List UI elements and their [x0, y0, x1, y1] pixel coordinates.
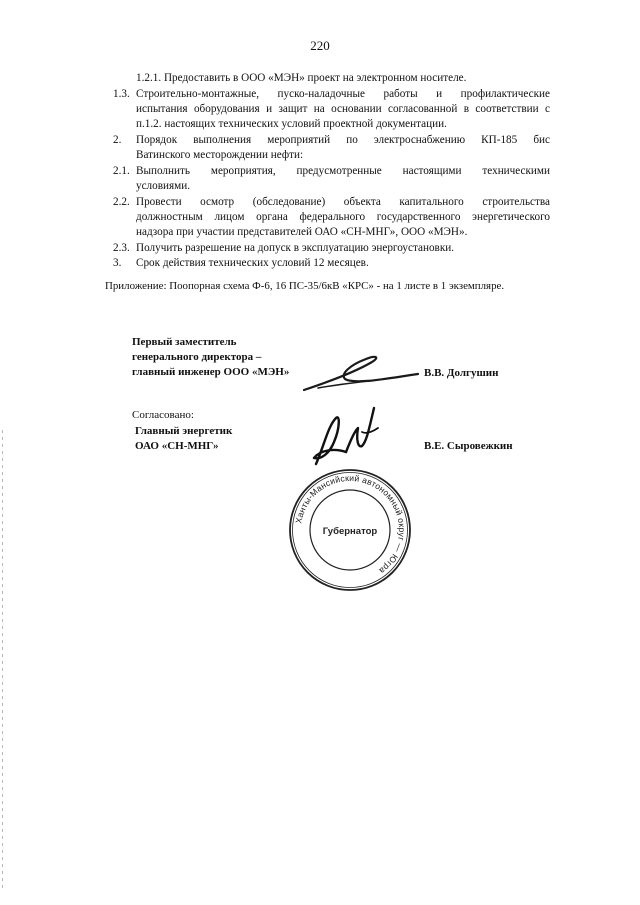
- item-3-line-1: Срок действия технических условий 12 месяцев.: [136, 257, 369, 269]
- item-2-line-2: Ватинского месторождении нефти:: [136, 149, 304, 161]
- item-1-3-line-3: п.1.2. настоящих технических условий проектной документации.: [136, 118, 447, 130]
- signatory-1-title-line-3: главный инженер ООО «МЭН»: [132, 366, 290, 378]
- item-2-2-line-2: должностным лицом органа федерального государственного энергетического: [136, 211, 550, 223]
- item-2-number: 2.: [113, 134, 122, 146]
- item-2-1-line-2: условиями.: [136, 180, 191, 192]
- signatory-2-name: В.Е. Сыровежкин: [424, 440, 513, 452]
- page-number: 220: [310, 38, 330, 53]
- item-1-3-line-1: Строительно-монтажные, пуско-наладочные работы и профилактические: [136, 88, 550, 100]
- item-2-1-line-1: Выполнить мероприятия, предусмотренные настоящими техническими: [136, 165, 550, 177]
- item-2-1-number: 2.1.: [113, 165, 130, 177]
- agreed-label: Согласовано:: [132, 409, 194, 421]
- item-1-2-1: 1.2.1. Предоставить в ООО «МЭН» проект на электронном носителе.: [136, 72, 467, 84]
- item-2-3-line-1: Получить разрешение на допуск в эксплуатацию энергоустановки.: [136, 242, 455, 254]
- signatory-1-name: В.В. Долгушин: [424, 367, 499, 379]
- signatory-2-title-line-2: ОАО «СН-МНГ»: [135, 440, 219, 452]
- item-2-2-number: 2.2.: [113, 196, 130, 208]
- signatory-1-title-line-2: генерального директора –: [132, 351, 262, 363]
- scan-edge-mark: [2, 430, 3, 890]
- item-2-2-line-3: надзора при участии представителей ОАО «СН-МНГ», ООО «МЭН».: [136, 226, 468, 238]
- item-2-3-number: 2.3.: [113, 242, 130, 254]
- seal-ring-text: Ханты-Мансийский автономный округ — Югра: [293, 472, 408, 577]
- signatory-1-title-line-1: Первый заместитель: [132, 336, 237, 348]
- item-1-3-number: 1.3.: [113, 88, 130, 100]
- item-2-2-line-1: Провести осмотр (обследование) объекта капитального строительства: [136, 196, 550, 208]
- signature-1: [300, 352, 430, 396]
- item-3-number: 3.: [113, 257, 122, 269]
- signatory-2-title-line-1: Главный энергетик: [135, 425, 233, 437]
- seal-center-text: Губернатор: [322, 526, 378, 537]
- item-2-line-1: Порядок выполнения мероприятий по электроснабжению КП-185 бис: [136, 134, 550, 146]
- official-seal: [286, 466, 414, 594]
- signature-2: [306, 402, 384, 474]
- appendix-line: Приложение: Поопорная схема Ф-6, 16 ПС-35/6кВ «КРС» - на 1 листе в 1 экземпляре.: [105, 280, 505, 292]
- item-1-3-line-2: испытания оборудования и защит на основании согласованной в соответствии с: [136, 103, 550, 115]
